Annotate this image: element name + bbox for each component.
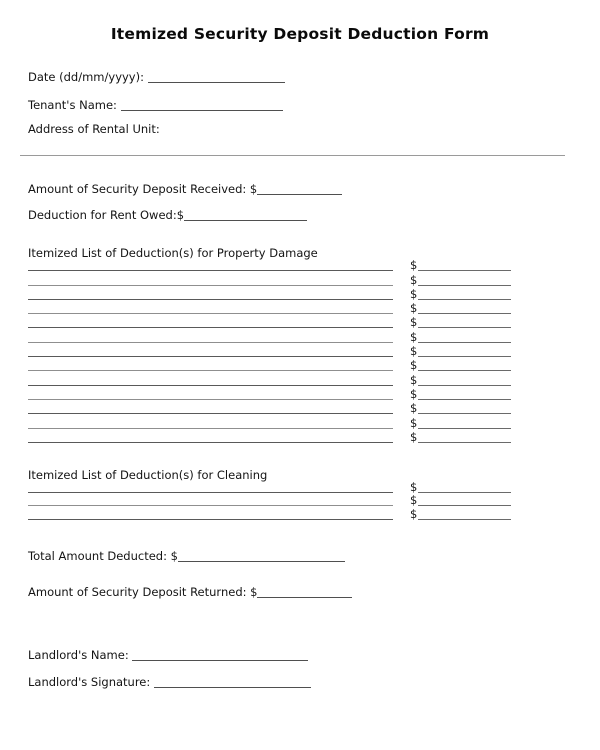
currency-symbol: $ bbox=[410, 301, 418, 316]
currency-symbol: $ bbox=[410, 386, 418, 401]
date-field bbox=[28, 70, 572, 84]
rent-owed-label: Deduction for Rent Owed:$ bbox=[28, 208, 185, 222]
rent-owed-field bbox=[28, 208, 572, 222]
landlord-signature-field bbox=[28, 675, 572, 689]
deduction-row bbox=[28, 357, 572, 371]
currency-symbol: $ bbox=[410, 429, 418, 444]
total-deducted-field bbox=[28, 549, 572, 563]
landlord-name-input-line[interactable] bbox=[132, 649, 308, 661]
deduction-row bbox=[28, 400, 572, 414]
currency-symbol: $ bbox=[410, 344, 418, 359]
deduction-description-line[interactable] bbox=[28, 442, 393, 443]
deposit-returned-input-line[interactable] bbox=[257, 586, 352, 598]
currency-symbol: $ bbox=[410, 401, 418, 416]
deduction-amount-line[interactable] bbox=[418, 519, 511, 520]
landlord-name-label: Landlord's Name: bbox=[28, 647, 129, 662]
deduction-description-line[interactable] bbox=[28, 519, 393, 520]
rent-owed-input-line[interactable] bbox=[184, 209, 307, 221]
cleaning-heading: Itemized List of Deduction(s) for Cleaning bbox=[28, 467, 268, 482]
deduction-row bbox=[28, 506, 572, 520]
deduction-row bbox=[28, 414, 572, 428]
deduction-row bbox=[28, 328, 572, 342]
total-deducted-label: Total Amount Deducted: $ bbox=[28, 548, 178, 563]
deduction-row bbox=[28, 429, 572, 443]
landlord-name-field bbox=[28, 648, 572, 662]
deduction-row bbox=[28, 257, 572, 271]
address-field bbox=[28, 122, 572, 136]
deduction-row bbox=[28, 493, 572, 507]
deduction-amount-line[interactable] bbox=[418, 442, 511, 443]
landlord-signature-input-line[interactable] bbox=[154, 676, 311, 688]
currency-symbol: $ bbox=[410, 506, 418, 521]
date-label: Date (dd/mm/yyyy): bbox=[28, 70, 144, 84]
currency-symbol: $ bbox=[410, 258, 418, 273]
currency-symbol: $ bbox=[410, 358, 418, 373]
form-title: Itemized Security Deposit Deduction Form bbox=[110, 25, 490, 43]
tenant-name-label: Tenant's Name: bbox=[28, 98, 117, 112]
deduction-row bbox=[28, 479, 572, 493]
deposit-received-label: Amount of Security Deposit Received: $ bbox=[28, 182, 258, 196]
deduction-row bbox=[28, 300, 572, 314]
deduction-row bbox=[28, 371, 572, 385]
cleaning-rows bbox=[28, 479, 572, 520]
deposit-returned-label: Amount of Security Deposit Returned: $ bbox=[28, 584, 258, 599]
currency-symbol: $ bbox=[410, 479, 418, 494]
currency-symbol: $ bbox=[410, 415, 418, 430]
deposit-received-field bbox=[28, 182, 572, 196]
deduction-row bbox=[28, 386, 572, 400]
currency-symbol: $ bbox=[410, 372, 418, 387]
currency-symbol: $ bbox=[410, 329, 418, 344]
tenant-name-field bbox=[28, 98, 572, 112]
currency-symbol: $ bbox=[410, 315, 418, 330]
property-damage-heading: Itemized List of Deduction(s) for Property Damage bbox=[28, 246, 318, 260]
landlord-signature-label: Landlord's Signature: bbox=[28, 674, 151, 689]
currency-symbol: $ bbox=[410, 493, 418, 508]
deduction-row bbox=[28, 271, 572, 285]
deposit-received-input-line[interactable] bbox=[257, 183, 342, 195]
deduction-row bbox=[28, 314, 572, 328]
currency-symbol: $ bbox=[410, 272, 418, 287]
address-input-line[interactable] bbox=[20, 155, 565, 156]
tenant-name-input-line[interactable] bbox=[121, 99, 283, 111]
deposit-returned-field bbox=[28, 585, 572, 599]
deduction-row bbox=[28, 343, 572, 357]
address-label: Address of Rental Unit: bbox=[28, 122, 160, 136]
currency-symbol: $ bbox=[410, 286, 418, 301]
deduction-row bbox=[28, 286, 572, 300]
total-deducted-input-line[interactable] bbox=[178, 550, 345, 562]
property-damage-rows bbox=[28, 257, 572, 443]
date-input-line[interactable] bbox=[148, 71, 285, 83]
